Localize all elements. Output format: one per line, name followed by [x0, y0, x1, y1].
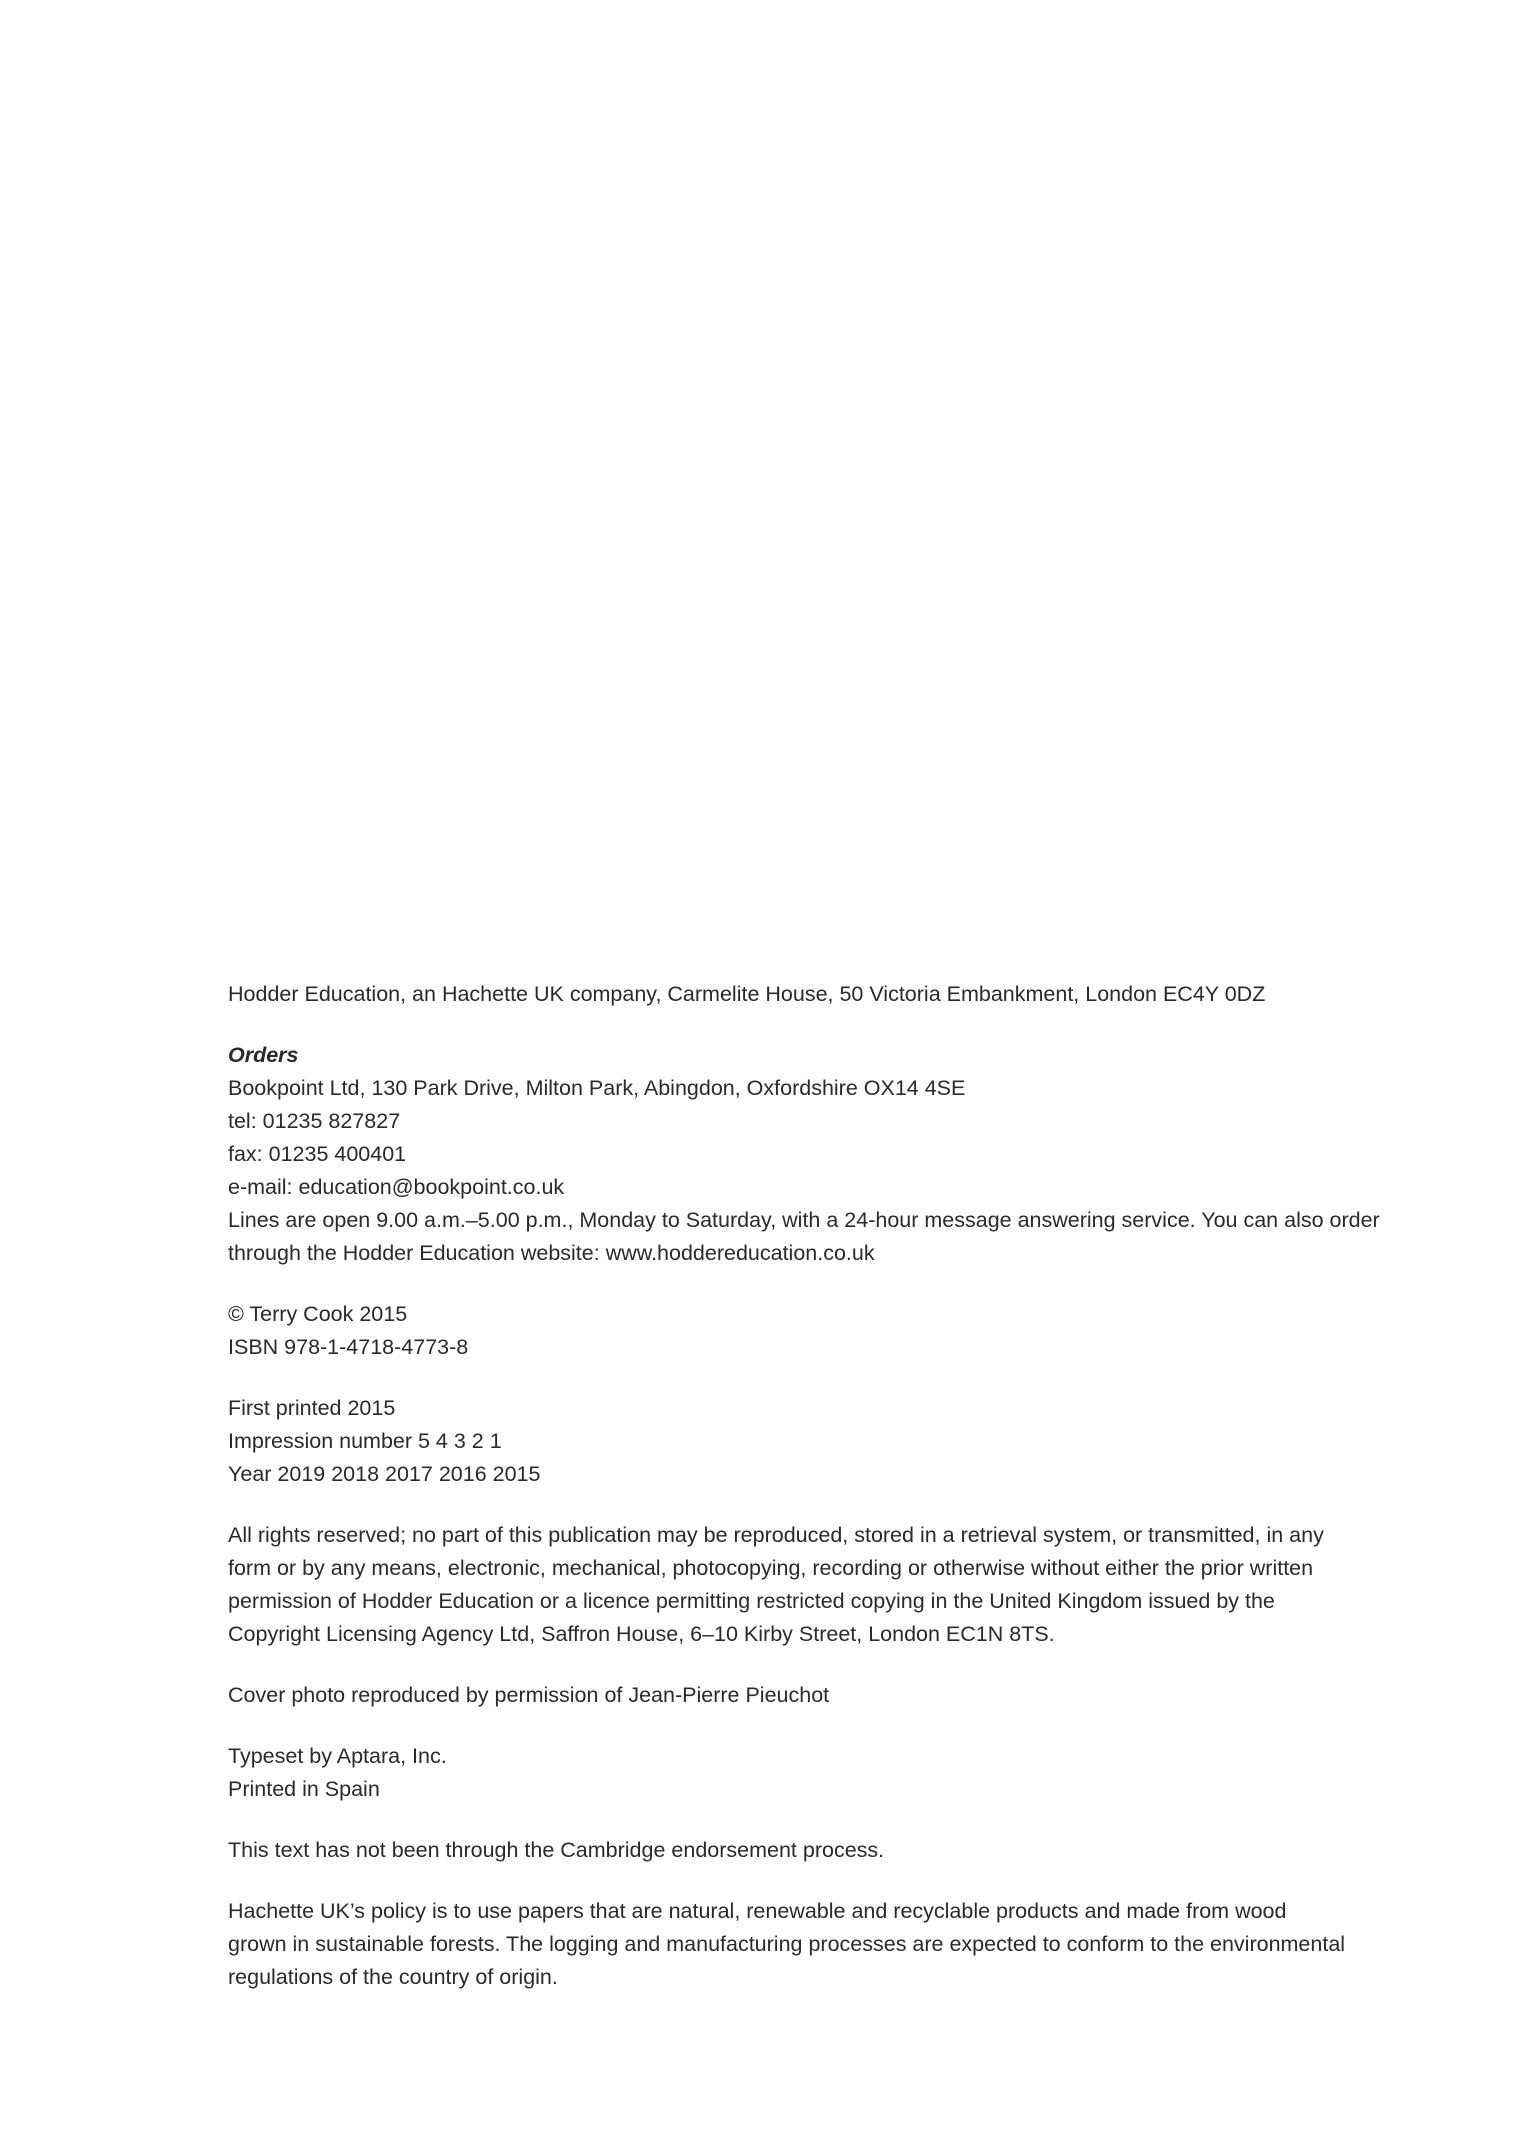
production-block — [228, 1740, 1318, 1806]
cover-photo-line: Cover photo reproduced by permission of Jean-Pierre Pieuchot — [228, 1683, 830, 1707]
copyright-line: © Terry Cook 2015 — [228, 1302, 408, 1326]
imprint-page — [228, 978, 1380, 1994]
orders-heading: Orders — [228, 1043, 299, 1067]
publisher-block — [228, 978, 1318, 1011]
rights-line: All rights reserved; no part of this publication may be reproduced, stored in a retrieval system, or transmitted, in any — [228, 1523, 1324, 1547]
printed-line: Printed in Spain — [228, 1777, 380, 1801]
endorsement-block — [228, 1834, 1318, 1867]
printing-block — [228, 1392, 1318, 1491]
cover-photo-block — [228, 1679, 1318, 1712]
rights-line: permission of Hodder Education or a licence permitting restricted copying in the United Kingdom issued by the — [228, 1589, 1275, 1613]
first-printed-line: First printed 2015 — [228, 1396, 396, 1420]
orders-email: e-mail: education@bookpoint.co.uk — [228, 1175, 565, 1199]
orders-hours-line-1: Lines are open 9.00 a.m.–5.00 p.m., Monday to Saturday, with a 24-hour message answering service. You can also order — [228, 1208, 1380, 1232]
policy-line: grown in sustainable forests. The logging and manufacturing processes are expected to conform to the environmental — [228, 1932, 1346, 1956]
rights-line: form or by any means, electronic, mechanical, photocopying, recording or otherwise without either the prior written — [228, 1556, 1314, 1580]
policy-block — [228, 1895, 1346, 1994]
policy-line: Hachette UK’s policy is to use papers that are natural, renewable and recyclable products and made from wood — [228, 1899, 1287, 1923]
endorsement-line: This text has not been through the Cambridge endorsement process. — [228, 1838, 885, 1862]
orders-block — [228, 1039, 1380, 1270]
year-line: Year 2019 2018 2017 2016 2015 — [228, 1462, 541, 1486]
orders-tel: tel: 01235 827827 — [228, 1109, 401, 1133]
rights-line: Copyright Licensing Agency Ltd, Saffron House, 6–10 Kirby Street, London EC1N 8TS. — [228, 1622, 1055, 1646]
publisher-line: Hodder Education, an Hachette UK company, Carmelite House, 50 Victoria Embankment, London EC4Y 0DZ — [228, 982, 1266, 1006]
rights-block — [228, 1519, 1324, 1651]
orders-hours-line-2: through the Hodder Education website: www.hoddereducation.co.uk — [228, 1241, 875, 1265]
isbn-line: ISBN 978-1-4718-4773-8 — [228, 1335, 469, 1359]
policy-line: regulations of the country of origin. — [228, 1965, 558, 1989]
orders-address: Bookpoint Ltd, 130 Park Drive, Milton Park, Abingdon, Oxfordshire OX14 4SE — [228, 1076, 966, 1100]
copyright-block — [228, 1298, 1318, 1364]
impression-line: Impression number 5 4 3 2 1 — [228, 1429, 502, 1453]
typeset-line: Typeset by Aptara, Inc. — [228, 1744, 447, 1768]
orders-fax: fax: 01235 400401 — [228, 1142, 407, 1166]
